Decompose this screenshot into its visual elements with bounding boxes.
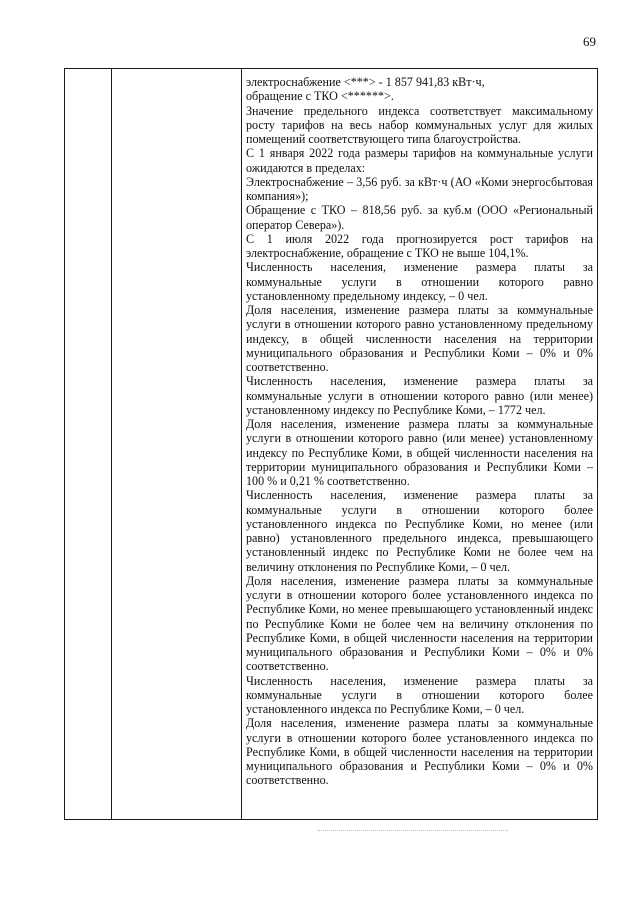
paragraph: С 1 июля 2022 года прогнозируется рост тарифов на электроснабжение, обращение с ТКО не выше 104,1%. <box>246 231 593 260</box>
paragraph: Численность населения, изменение размера платы за коммунальные услуги в отношении которого равно установленному предельному индексу, – 0 чел. <box>246 260 593 303</box>
paragraph: Доля населения, изменение размера платы за коммунальные услуги в отношении которого равно (или менее) установленному индексу по Республике Коми, в общей численности населения на территории муниципального образования и Республики Коми – 100 % и 0,21 % соответственно. <box>246 417 593 488</box>
paragraph: Значение предельного индекса соответствует максимальному росту тарифов на весь набор коммунальных услуг для жилых помещений соответствующего типа благоустройства. <box>246 103 593 146</box>
paragraph: Доля населения, изменение размера платы за коммунальные услуги в отношении которого более установленного индекса по Республике Коми, в общей численности населения на территории муниципального образования и Республики Коми – 0% и 0% соответственно. <box>246 716 593 788</box>
paragraph: Численность населения, изменение размера платы за коммунальные услуги в отношении которого более установленного индекса по Республике Коми, но менее (или равно) установленного предельного индекса, превышающего установленный индекс по Республике Коми не более чем на величину отклонения по Республике Коми, – 0 чел. <box>246 488 593 574</box>
table-column-divider <box>111 69 112 819</box>
table-cell-text <box>246 75 593 788</box>
paragraph: Доля населения, изменение размера платы за коммунальные услуги в отношении которого более установленного индекса по Республике Коми, но менее превышающего установленный индекс по Республике Коми не более чем на величину отклонения по Республике Коми, в общей численности населения на территории муниципального образования и Республики Коми – 0% и 0% соответственно. <box>246 573 593 674</box>
paragraph: Электроснабжение – 3,56 руб. за кВт·ч (АО «Коми энергосбытовая компания»); <box>246 174 593 203</box>
paragraph: обращение с ТКО <******>. <box>246 89 394 104</box>
table-column-divider <box>241 69 242 819</box>
paragraph: Численность населения, изменение размера платы за коммунальные услуги в отношении которого равно (или менее) установленному индексу по Республике Коми, – 1772 чел. <box>246 374 593 417</box>
paragraph: Доля населения, изменение размера платы за коммунальные услуги в отношении которого равно установленному предельному индексу, в общей численности населения на территории муниципального образования и Республики Коми – 0% и 0% соответственно. <box>246 303 593 374</box>
scan-artifact-dots <box>318 830 508 831</box>
paragraph: Обращение с ТКО – 818,56 руб. за куб.м (ООО «Региональный оператор Севера»). <box>246 203 593 232</box>
paragraph: С 1 января 2022 года размеры тарифов на коммунальные услуги ожидаются в пределах: <box>246 146 593 175</box>
paragraph: Численность населения, изменение размера платы за коммунальные услуги в отношении которого более установленного индекса по Республике Коми, – 0 чел. <box>246 673 593 716</box>
document-table <box>64 68 598 820</box>
paragraph: электроснабжение <***> - 1 857 941,83 кВт·ч, <box>246 75 485 89</box>
page-number: 69 <box>583 34 596 49</box>
